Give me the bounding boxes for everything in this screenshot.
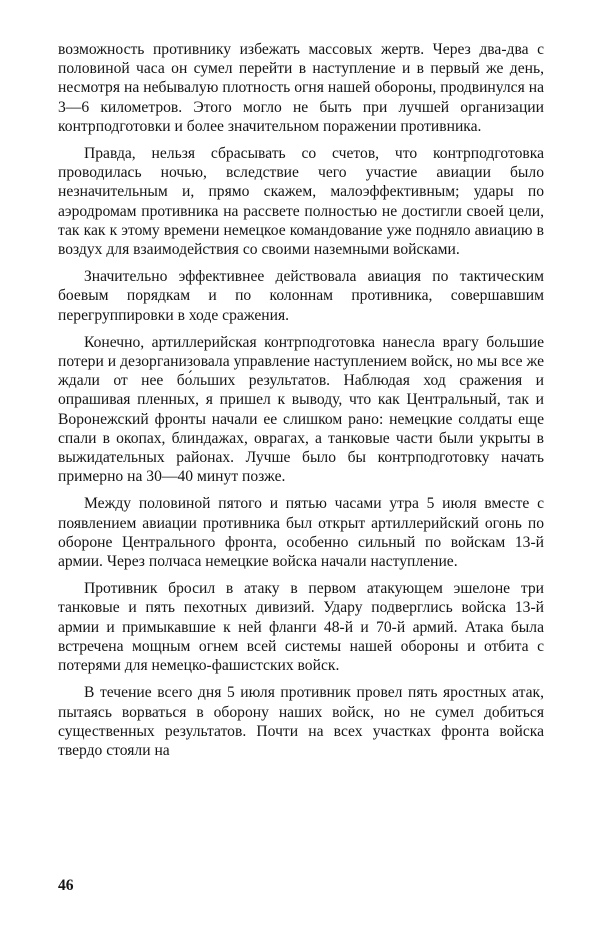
paragraph-2: Правда, нельзя сбрасывать со счетов, что контрподготовка проводилась ночью, вследствие чего участие авиации было незначительным и, прямо скажем, малоэффективным; удары по аэродромам противника на рассвете полностью не достигли своей цели, так как к этому времени немецкое командование уже подняло авиацию в воздух для взаимодействия со своими наземными войсками. — [58, 145, 544, 259]
paragraph-4: Конечно, артиллерийская контрподготовка нанесла врагу большие потери и дезорганизовала управление наступлением войск, но мы все же ждали от нее бо́льших результатов. Наблюдая ход сражения и опрашивая пленных, я пришел к выводу, что как Центральный, так и Воронежский фронты начали ее слишком рано: немецкие солдаты еще спали в окопах, блиндажах, оврагах, а танковые части были укрыты в выжидательных районах. Лучше было бы контрподготовку начать примерно на 30—40 минут позже. — [58, 333, 544, 486]
paragraph-1: возможность противнику избежать массовых жертв. Через два-два с половиной часа он сумел перейти в наступление и в первый же день, несмотря на небывалую плотность огня нашей обороны, продвинулся на 3—6 километров. Этого могло не быть при лучшей организации контрподготовки и более значительном поражении противника. — [58, 41, 544, 135]
page-number: 46 — [58, 877, 74, 894]
paragraph-3: Значительно эффективнее действовала авиация по тактическим боевым порядкам и по колоннам противника, совершавшим перегруппировки в ходе сражения. — [58, 268, 544, 324]
paragraph-5: Между половиной пятого и пятью часами утра 5 июля вместе с появлением авиации противника был открыт артиллерийский огонь по обороне Центрального фронта, особенно сильный по войскам 13-й армии. Через полчаса немецкие войска начали наступление. — [58, 495, 544, 571]
paragraph-6: Противник бросил в атаку в первом атакующем эшелоне три танковые и пять пехотных дивизий. Удару подверглись войска 13-й армии и примыкавшие к ней фланги 48-й и 70-й армий. Атака была встречена мощным огнем всей системы нашей обороны и отбита с потерями для немецко-фашистских войск. — [58, 580, 544, 675]
page-body — [58, 40, 544, 768]
paragraph-7: В течение всего дня 5 июля противник провел пять яростных атак, пытаясь ворваться в оборону наших войск, но не сумел добиться существенных результатов. Почти на всех участках фронта войска твердо стояли на — [58, 684, 544, 759]
